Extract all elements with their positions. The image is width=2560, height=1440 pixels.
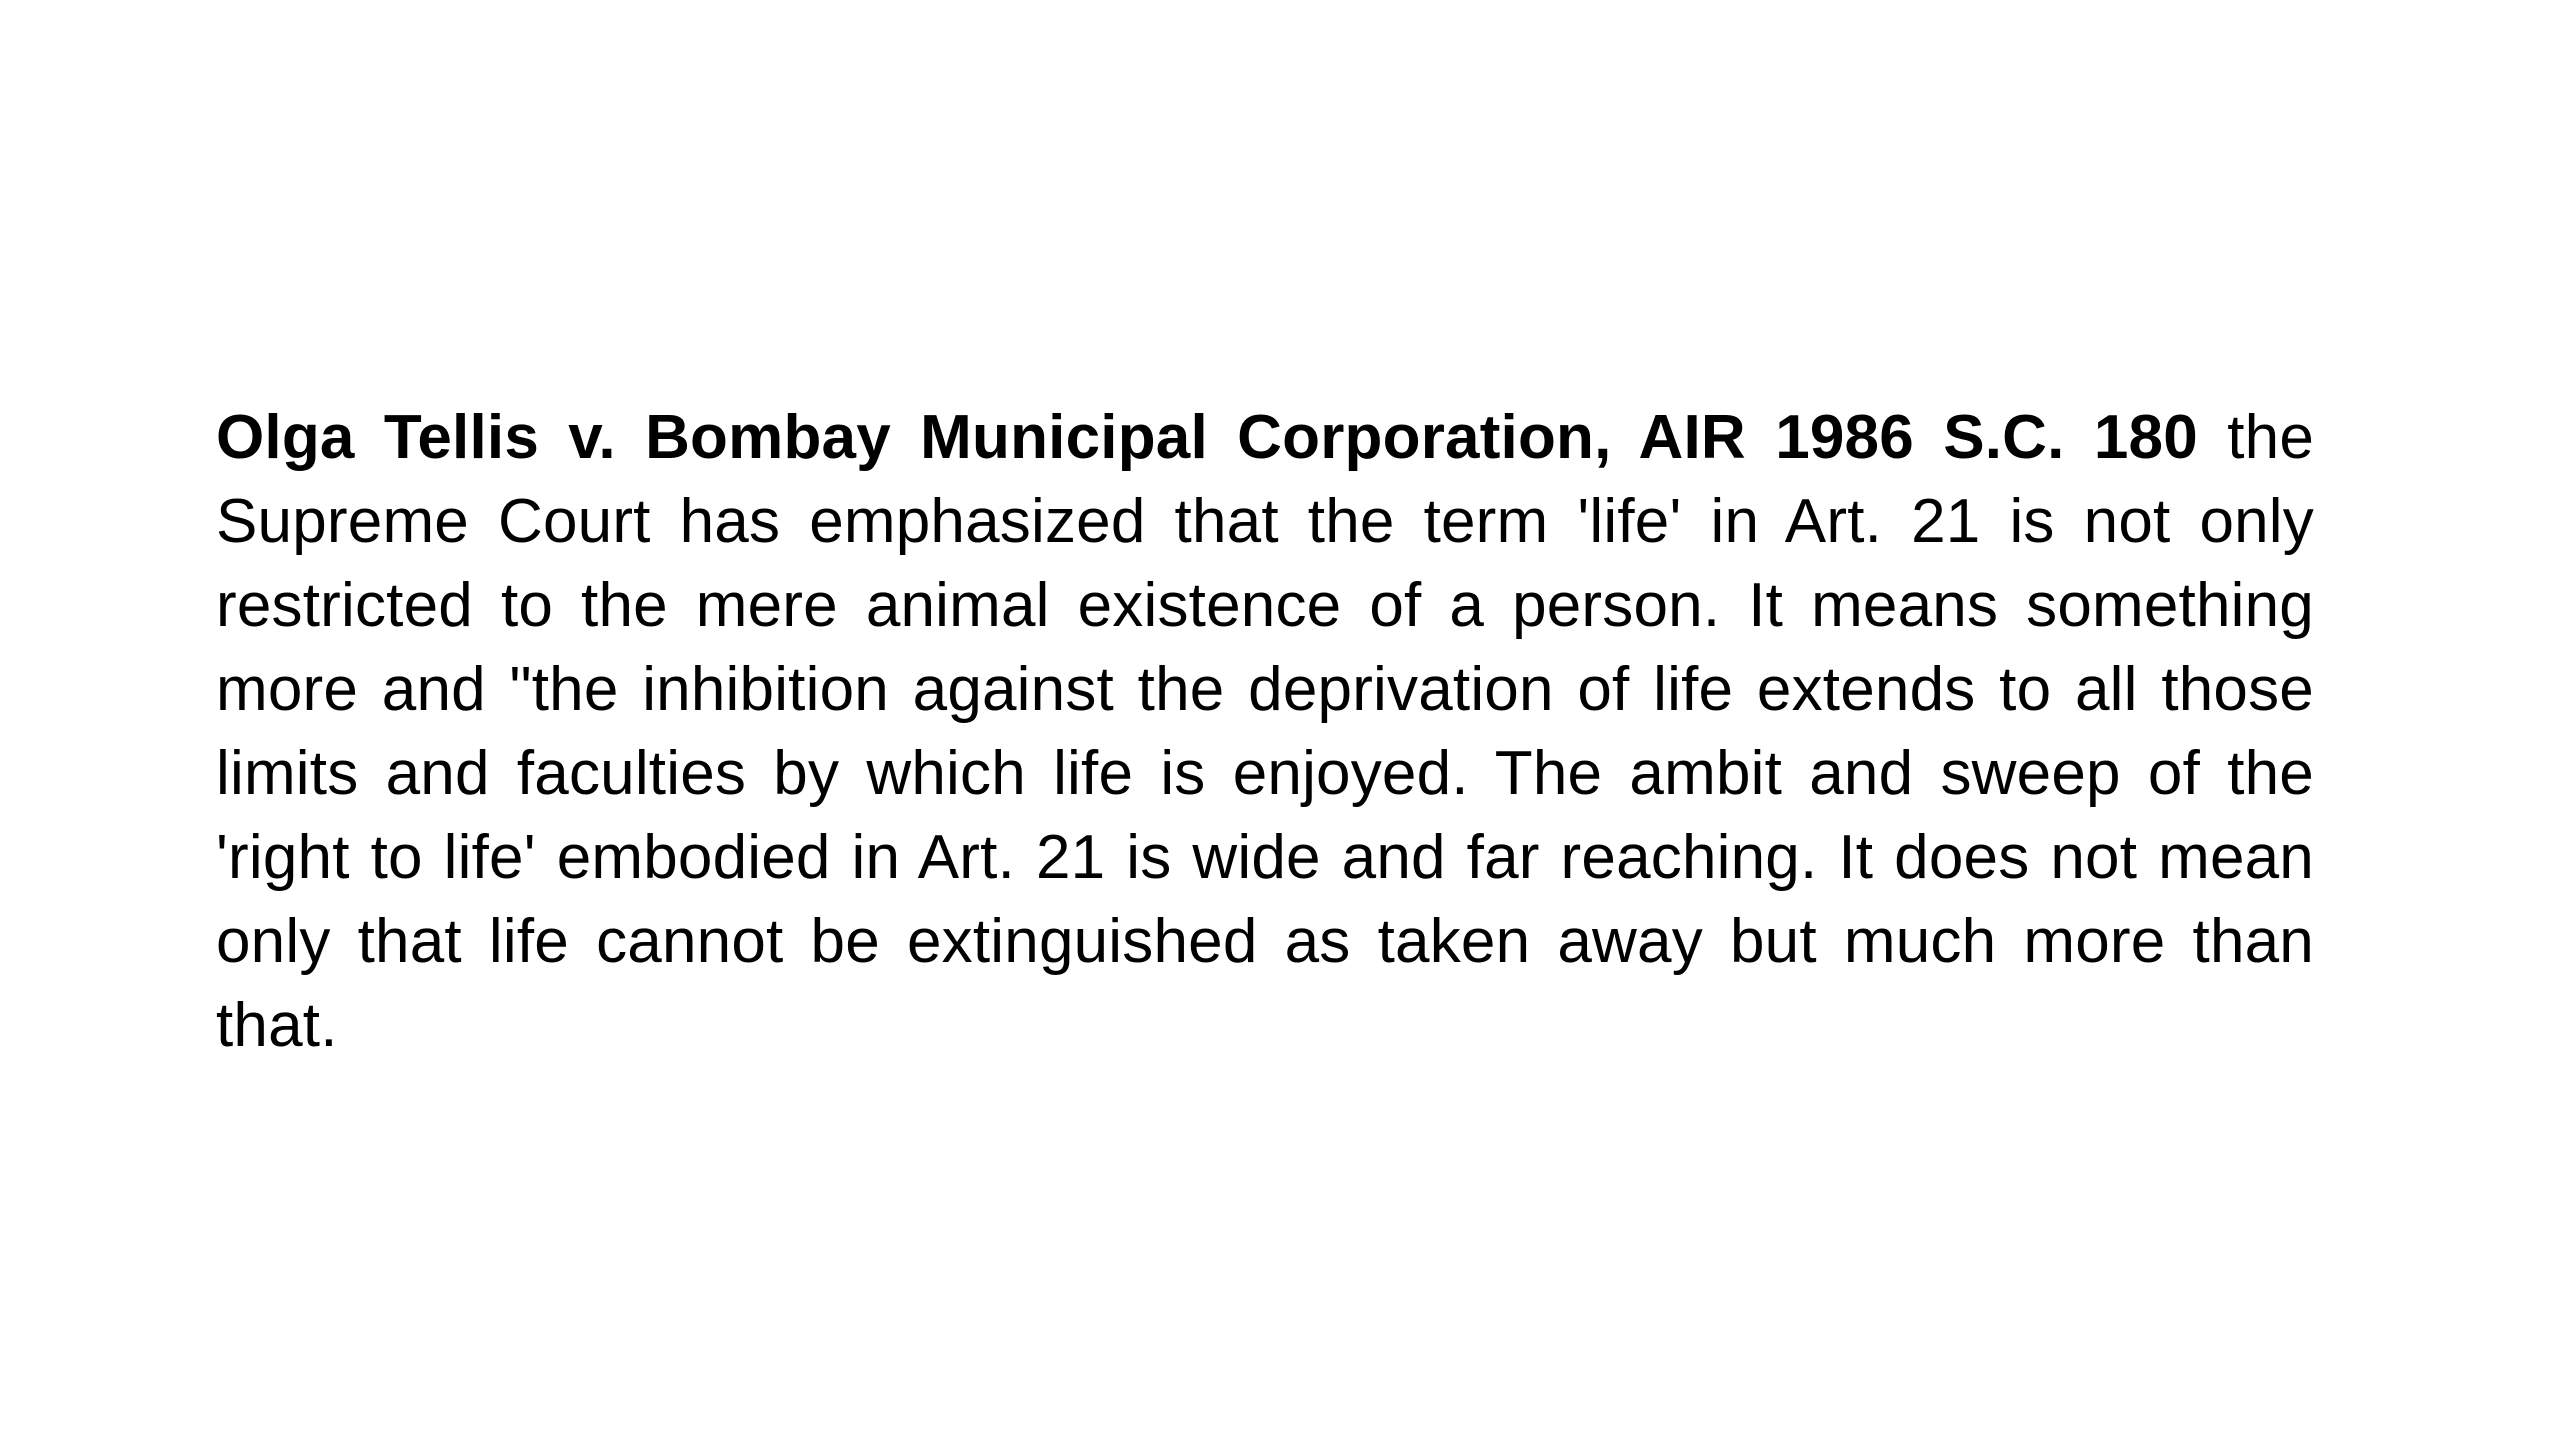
paragraph-body: the Supreme Court has emphasized that the term 'life' in Art. 21 is not only restricted to the mere animal existence of a person. It means something more and "the inhibition against the deprivation of life extends to all those limits and faculties by which life is enjoyed. The ambit and sweep of the 'right to life' embodied in Art. 21 is wide and far reaching. It does not mean only that life cannot be extinguished as taken away but much more than that. xyxy=(216,403,2314,1060)
paragraph xyxy=(216,396,2314,1068)
case-citation: Olga Tellis v. Bombay Municipal Corporation, AIR 1986 S.C. 180 xyxy=(216,403,2198,472)
